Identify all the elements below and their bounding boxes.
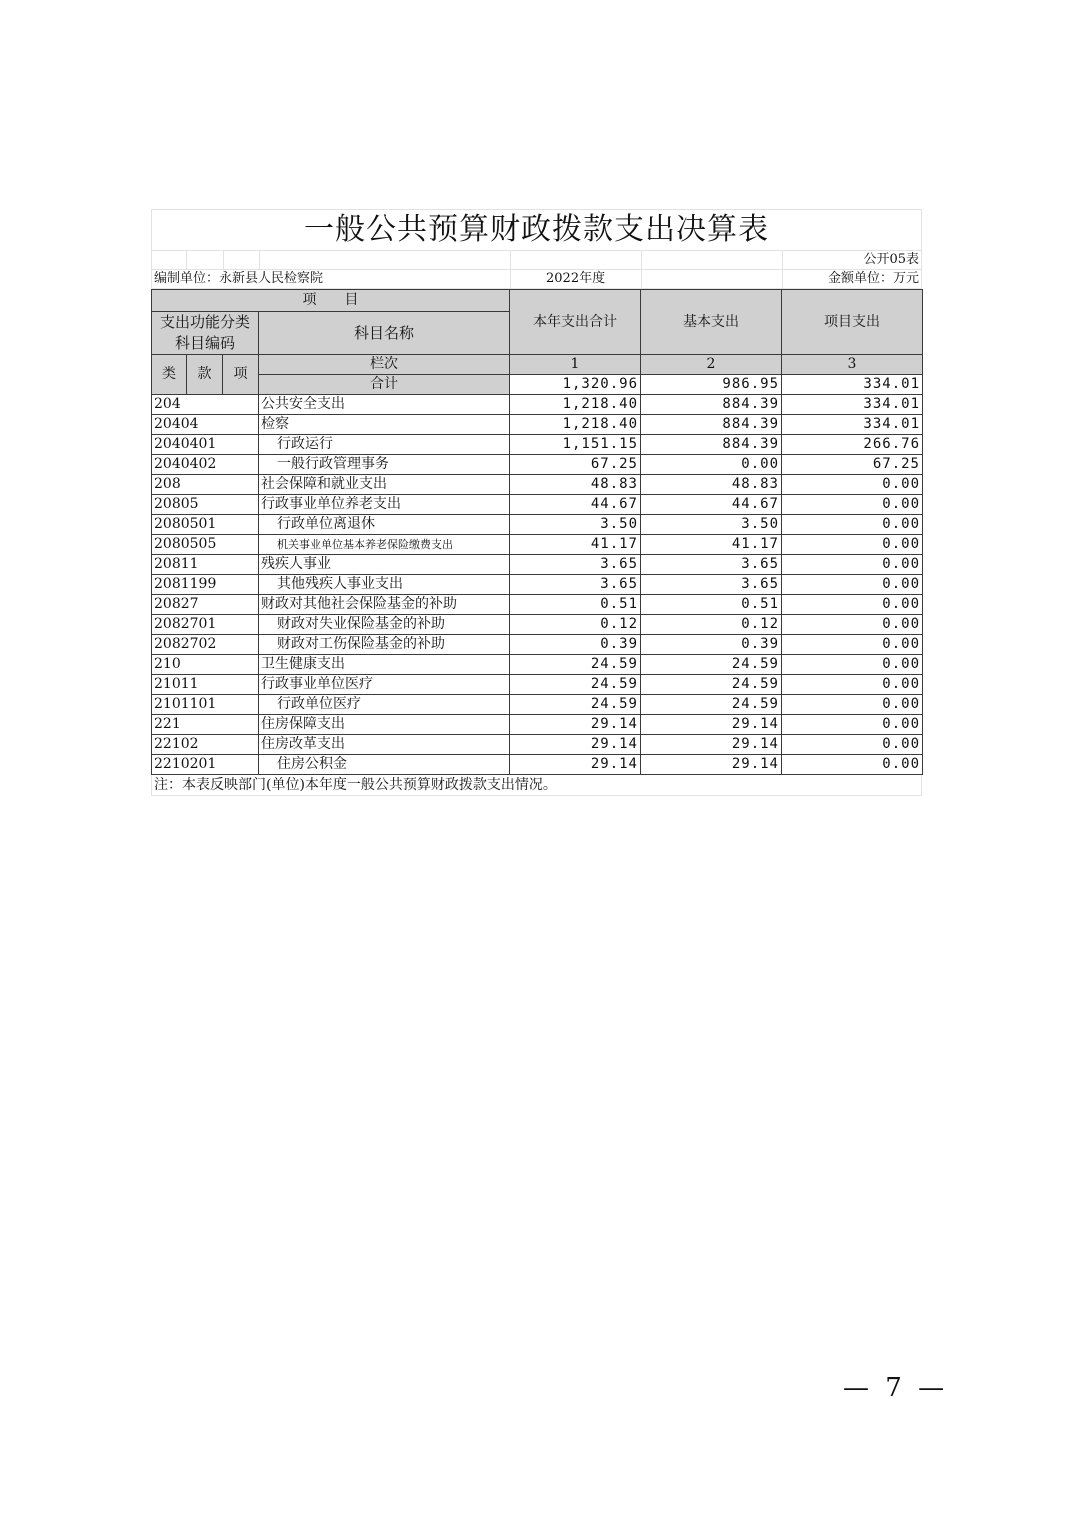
- subject-code: 221: [152, 715, 259, 735]
- table-row: [152, 495, 923, 515]
- project-amount: 334.01: [782, 395, 923, 415]
- project-amount: 67.25: [782, 455, 923, 475]
- project-amount: 0.00: [782, 635, 923, 655]
- table-row: [152, 555, 923, 575]
- basic-amount: 884.39: [641, 415, 782, 435]
- basic-amount: 41.17: [641, 535, 782, 555]
- subject-name: 其他残疾人事业支出: [259, 575, 510, 595]
- total-amount: 41.17: [510, 535, 641, 555]
- project-amount: 0.00: [782, 675, 923, 695]
- subject-name: 财政对工伤保险基金的补助: [259, 635, 510, 655]
- table-note: 注：本表反映部门(单位)本年度一般公共预算财政拨款支出情况。: [151, 775, 922, 796]
- subject-name: 残疾人事业: [259, 555, 510, 575]
- table-row: [152, 715, 923, 735]
- subject-code: 21011: [152, 675, 259, 695]
- meta-row: [151, 270, 922, 289]
- basic-amount: 24.59: [641, 675, 782, 695]
- table-row: [152, 655, 923, 675]
- subject-code: 210: [152, 655, 259, 675]
- total-amount: 1,218.40: [510, 395, 641, 415]
- basic-amount: 48.83: [641, 475, 782, 495]
- total-amount: 1,151.15: [510, 435, 641, 455]
- basic-amount: 24.59: [641, 695, 782, 715]
- subject-name: 检察: [259, 415, 510, 435]
- project-amount: 0.00: [782, 475, 923, 495]
- subject-name: 行政单位医疗: [259, 695, 510, 715]
- table-row: [152, 695, 923, 715]
- project-amount: 0.00: [782, 655, 923, 675]
- total-amount: 3.50: [510, 515, 641, 535]
- item-header: 项 目: [152, 290, 510, 312]
- expenditure-table: [151, 289, 923, 775]
- project-amount: 0.00: [782, 615, 923, 635]
- total-amount: 3.65: [510, 555, 641, 575]
- subject-name: 行政事业单位医疗: [259, 675, 510, 695]
- subject-code: 204: [152, 395, 259, 415]
- basic-amount: 44.67: [641, 495, 782, 515]
- total-project: 334.01: [782, 375, 923, 395]
- subject-code: 22102: [152, 735, 259, 755]
- lei-header: 类: [152, 355, 187, 395]
- project-header: 项目支出: [782, 290, 923, 355]
- subject-code: 2082701: [152, 615, 259, 635]
- subject-name: 社会保障和就业支出: [259, 475, 510, 495]
- table-row: [152, 635, 923, 655]
- col2-index: 2: [641, 355, 782, 375]
- total-amount: 29.14: [510, 755, 641, 775]
- page-number: — 7 —: [843, 1373, 949, 1403]
- basic-amount: 0.39: [641, 635, 782, 655]
- subject-code: 2040402: [152, 455, 259, 475]
- project-amount: 334.01: [782, 415, 923, 435]
- budget-table-sheet: [151, 209, 922, 796]
- total-amount: 24.59: [510, 675, 641, 695]
- table-row: [152, 435, 923, 455]
- subject-name: 住房改革支出: [259, 735, 510, 755]
- total-amount: 29.14: [510, 715, 641, 735]
- table-row: [152, 515, 923, 535]
- project-amount: 0.00: [782, 755, 923, 775]
- amount-unit: 金额单位：万元: [827, 271, 919, 286]
- basic-amount: 3.50: [641, 515, 782, 535]
- fiscal-year: 2022年度: [546, 271, 606, 286]
- subject-code: 20827: [152, 595, 259, 615]
- table-row: [152, 575, 923, 595]
- subject-name: 一般行政管理事务: [259, 455, 510, 475]
- code-group-header: 支出功能分类科目编码: [152, 312, 259, 355]
- subject-name: 行政事业单位养老支出: [259, 495, 510, 515]
- table-row: [152, 475, 923, 495]
- table-row: [152, 395, 923, 415]
- subject-code: 2080501: [152, 515, 259, 535]
- total-row: [152, 375, 923, 395]
- table-row: [152, 415, 923, 435]
- table-row: [152, 455, 923, 475]
- subject-name: 卫生健康支出: [259, 655, 510, 675]
- project-amount: 0.00: [782, 715, 923, 735]
- subject-name: 行政运行: [259, 435, 510, 455]
- subject-name: 住房保障支出: [259, 715, 510, 735]
- subject-code: 2210201: [152, 755, 259, 775]
- basic-amount: 24.59: [641, 655, 782, 675]
- subject-code: 2101101: [152, 695, 259, 715]
- subject-code: 2040401: [152, 435, 259, 455]
- form-number: 公开05表: [863, 252, 919, 267]
- project-amount: 0.00: [782, 515, 923, 535]
- project-amount: 266.76: [782, 435, 923, 455]
- basic-amount: 3.65: [641, 555, 782, 575]
- total-amount: 0.51: [510, 595, 641, 615]
- table-row: [152, 735, 923, 755]
- col3-index: 3: [782, 355, 923, 375]
- total-amount: 48.83: [510, 475, 641, 495]
- basic-amount: 884.39: [641, 395, 782, 415]
- compiling-unit: 编制单位：永新县人民检察院: [154, 271, 324, 286]
- total-basic: 986.95: [641, 375, 782, 395]
- kuan-header: 款: [187, 355, 223, 395]
- lanci-header: 栏次: [259, 355, 510, 375]
- project-amount: 0.00: [782, 735, 923, 755]
- subject-name: 财政对失业保险基金的补助: [259, 615, 510, 635]
- xiang-header: 项: [223, 355, 259, 395]
- subject-code: 20805: [152, 495, 259, 515]
- total-header: 本年支出合计: [510, 290, 641, 355]
- total-amount: 24.59: [510, 655, 641, 675]
- basic-amount: 3.65: [641, 575, 782, 595]
- total-amount: 0.12: [510, 615, 641, 635]
- project-amount: 0.00: [782, 595, 923, 615]
- name-header: 科目名称: [259, 312, 510, 355]
- subject-code: 2081199: [152, 575, 259, 595]
- subject-name: 住房公积金: [259, 755, 510, 775]
- subject-code: 208: [152, 475, 259, 495]
- total-amount: 3.65: [510, 575, 641, 595]
- subject-code: 20404: [152, 415, 259, 435]
- subject-name: 行政单位离退休: [259, 515, 510, 535]
- table-row: [152, 595, 923, 615]
- subject-code: 20811: [152, 555, 259, 575]
- total-amount: 0.39: [510, 635, 641, 655]
- total-label: 合计: [259, 375, 510, 395]
- form-number-row: [151, 251, 922, 270]
- subject-code: 2080505: [152, 535, 259, 555]
- project-amount: 0.00: [782, 555, 923, 575]
- subject-name: 机关事业单位基本养老保险缴费支出: [259, 535, 510, 555]
- project-amount: 0.00: [782, 695, 923, 715]
- subject-name: 公共安全支出: [259, 395, 510, 415]
- basic-amount: 29.14: [641, 715, 782, 735]
- basic-amount: 0.51: [641, 595, 782, 615]
- subject-name: 财政对其他社会保险基金的补助: [259, 595, 510, 615]
- basic-amount: 884.39: [641, 435, 782, 455]
- total-amount: 67.25: [510, 455, 641, 475]
- basic-amount: 29.14: [641, 755, 782, 775]
- table-row: [152, 615, 923, 635]
- table-row: [152, 535, 923, 555]
- table-title: 一般公共预算财政拨款支出决算表: [151, 209, 922, 251]
- total-amount: 1,218.40: [510, 415, 641, 435]
- basic-amount: 0.12: [641, 615, 782, 635]
- total-amount: 24.59: [510, 695, 641, 715]
- basic-amount: 0.00: [641, 455, 782, 475]
- total-amount: 1,320.96: [510, 375, 641, 395]
- table-row: [152, 675, 923, 695]
- total-amount: 29.14: [510, 735, 641, 755]
- basic-header: 基本支出: [641, 290, 782, 355]
- project-amount: 0.00: [782, 495, 923, 515]
- basic-amount: 29.14: [641, 735, 782, 755]
- project-amount: 0.00: [782, 535, 923, 555]
- subject-code: 2082702: [152, 635, 259, 655]
- col1-index: 1: [510, 355, 641, 375]
- table-row: [152, 755, 923, 775]
- project-amount: 0.00: [782, 575, 923, 595]
- total-amount: 44.67: [510, 495, 641, 515]
